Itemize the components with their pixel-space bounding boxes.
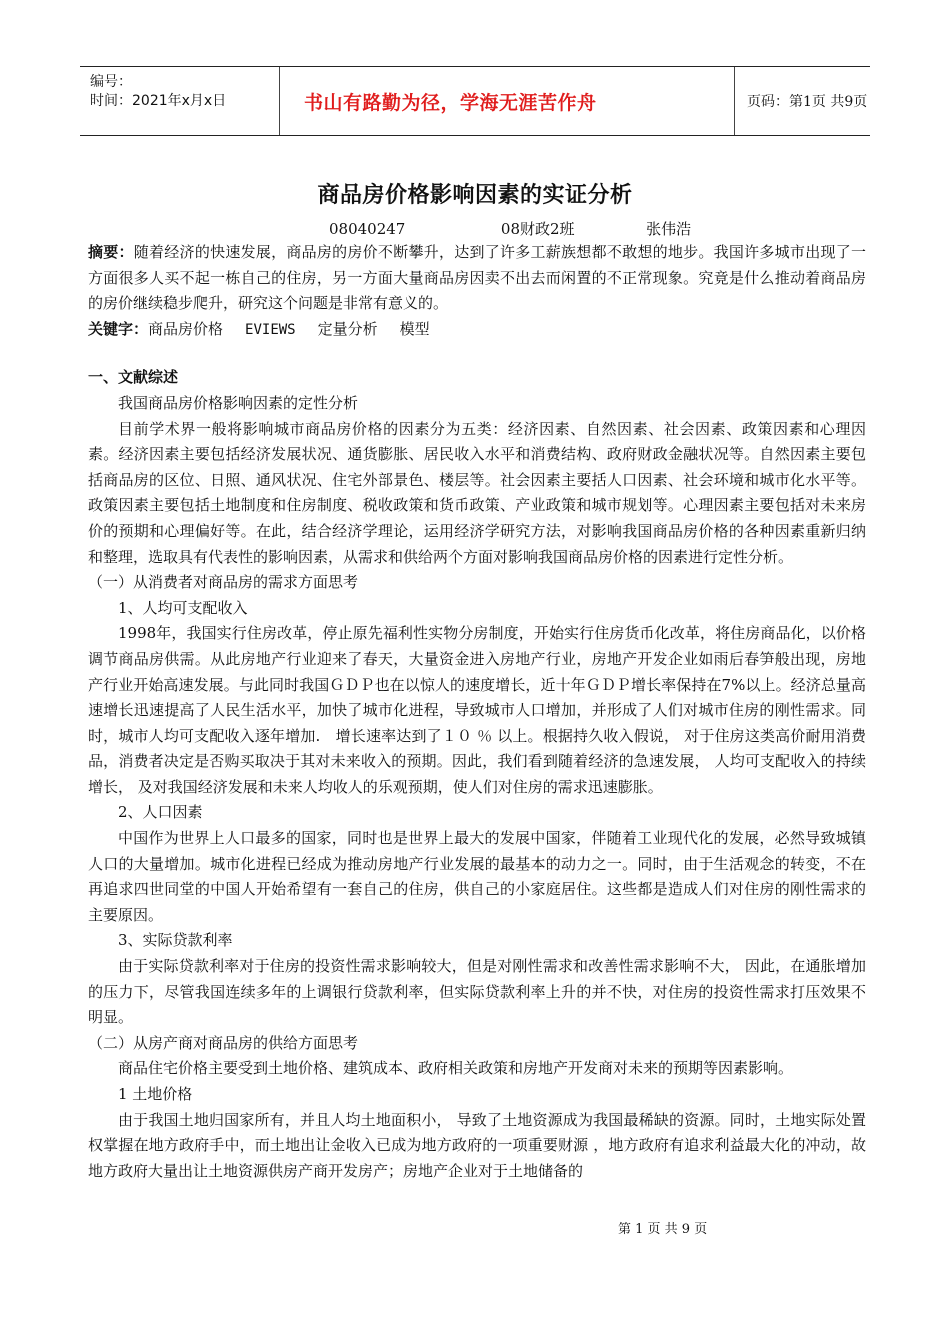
paragraph-population: 中国作为世界上人口最多的国家，同时也是世界上最大的发展中国家，伴随着工业现代化的发展，必然导致城镇人口的大量增加。城市化进程已经成为推动房地产行业发展的最基本的动力之一。同时，由于生活观念的转变，不在再追求四世同堂的中国人开始希望有一套自己的住房，供自己的小家庭居住。这些都是造成人们对住房的刚性需求的主要原因。 — [88, 829, 866, 924]
item-heading: 3、实际贷款利率 — [118, 931, 233, 950]
paragraph-income: 1998年，我国实行住房改革，停止原先福利性实物分房制度，开始实行住房货币化改革，将住房商品化，以价格调节商品房供需。从此房地产行业迎来了春天，大量资金进入房地产行业，房地产开发企业如雨后春笋般出现，房地产行业开始高速发展。与此同时我国ＧＤＰ也在以惊人的速度增长，近十年ＧＤＰ增长率保持在7%以上。经济总量高速增长迅速提高了人民生活水平，加快了城市化进程，导致城市人口增加，并形成了人们对城市住房的刚性需求。同时，城市人均可支配收入逐年增加. 增长速率达到了１０ ％ 以上。根据持久收入假说， 对于住房这类高价耐用消费品，消费者决定是否购买取决于其对未来收入的预期。因此，我们看到随着经济的急速发展， 人均可支配收入的持续增长， 及对我国经济发展和未来人均收人的乐观预期，使人们对住房的需求迅速膨胀。 — [88, 624, 866, 796]
keyword-item: 定量分析 — [317, 319, 378, 338]
document-title: 商品房价格影响因素的实证分析 — [317, 183, 633, 208]
header-table — [80, 66, 870, 136]
abstract — [88, 240, 866, 317]
paragraph-supply: 商品住宅价格主要受到土地价格、建筑成本、政府相关政策和房地产开发商对未来的预期等因素影响。 — [118, 1059, 794, 1078]
keyword-item: 商品房价格 — [148, 319, 224, 338]
abstract-text: 随着经济的快速发展，商品房的房价不断攀升，达到了许多工薪族想都不敢想的地步。我国许多城市出现了一方面很多人买不起一栋自己的住房，另一方面大量商品房因卖不出去而闲置的不正常现象。究竟是什么推动着商品房的房价继续稳步爬升，研究这个问题是非常有意义的。 — [88, 243, 866, 313]
abstract-label: 摘要： — [88, 243, 134, 261]
header-meta — [80, 67, 280, 135]
demand-heading: （一）从消费者对商品房的需求方面思考 — [88, 573, 359, 592]
keywords — [88, 317, 866, 344]
motto: 书山有路勤为径，学海无涯苦作舟 — [304, 91, 597, 114]
author-name: 张伟浩 — [646, 220, 692, 238]
paragraph-interest: 由于实际贷款利率对于住房的投资性需求影响较大，但是对刚性需求和改善性需求影响不大， 因此，在通胀增加的压力下，尽管我国连续多年的上调银行贷款利率，但实际贷款利率上升的并不快，对住房的投资性需求打压效果不明显。 — [88, 957, 866, 1027]
subsection-heading: 我国商品房价格影响因素的定性分析 — [118, 393, 359, 412]
header-page-info: 页码：第1页 共9页 — [747, 94, 868, 110]
paragraph-land: 由于我国土地归国家所有，并且人均土地面积小， 导致了土地资源成为我国最稀缺的资源。同时，土地实际处置权掌握在地方政府手中，而土地出让金收入已成为地方政府的一项重要财源 ，地方政府有追求利益最大化的冲动，故地方政府大量出让土地资源供房产商开发房产；房地产企业对于土地储备的 — [88, 1110, 866, 1180]
keywords-label: 关键字： — [88, 319, 149, 338]
item-heading: 1 土地价格 — [118, 1085, 193, 1103]
header-motto-cell — [280, 67, 735, 135]
paragraph-factors: 目前学术界一般将影响城市商品房价格的因素分为五类：经济因素、自然因素、社会因素、政策因素和心理因素。经济因素主要包括经济发展状况、通货膨胀、居民收入水平和消费结构、政府财政金融状况等。自然因素主要包括商品房的区位、日照、通风状况、住宅外部景色、楼层等。社会因素主要括人口因素、社会环境和城市化水平等。政策因素主要包括土地制度和住房制度、税收政策和货币政策、产业政策和城市规划等。心理因素主要包括对未来房价的预期和心理偏好等。在此，结合经济学理论，运用经济学研究方法，对影响我国商品房价格的各种因素重新归纳和整理，选取具有代表性的影响因素，从需求和供给两个方面对影响我国商品房价格的因素进行定性分析。 — [88, 419, 866, 566]
keyword-item: EVIEWS — [245, 321, 296, 338]
student-id: 08040247 — [329, 220, 406, 238]
page-footer: 第 1 页 共 9 页 — [618, 1222, 708, 1237]
class-name: 08财政2班 — [500, 220, 575, 238]
time-label: 时间：2021年x月x日 — [90, 93, 227, 109]
section-heading: 一、文献综述 — [88, 368, 179, 387]
item-heading: 1、人均可支配收入 — [118, 598, 248, 617]
keyword-item: 模型 — [399, 319, 430, 338]
supply-heading: （二）从房产商对商品房的供给方面思考 — [88, 1033, 359, 1052]
author-line — [329, 218, 691, 239]
number-label: 编号： — [90, 74, 132, 90]
item-heading: 2、人口因素 — [118, 803, 203, 822]
document-body — [88, 240, 866, 1184]
